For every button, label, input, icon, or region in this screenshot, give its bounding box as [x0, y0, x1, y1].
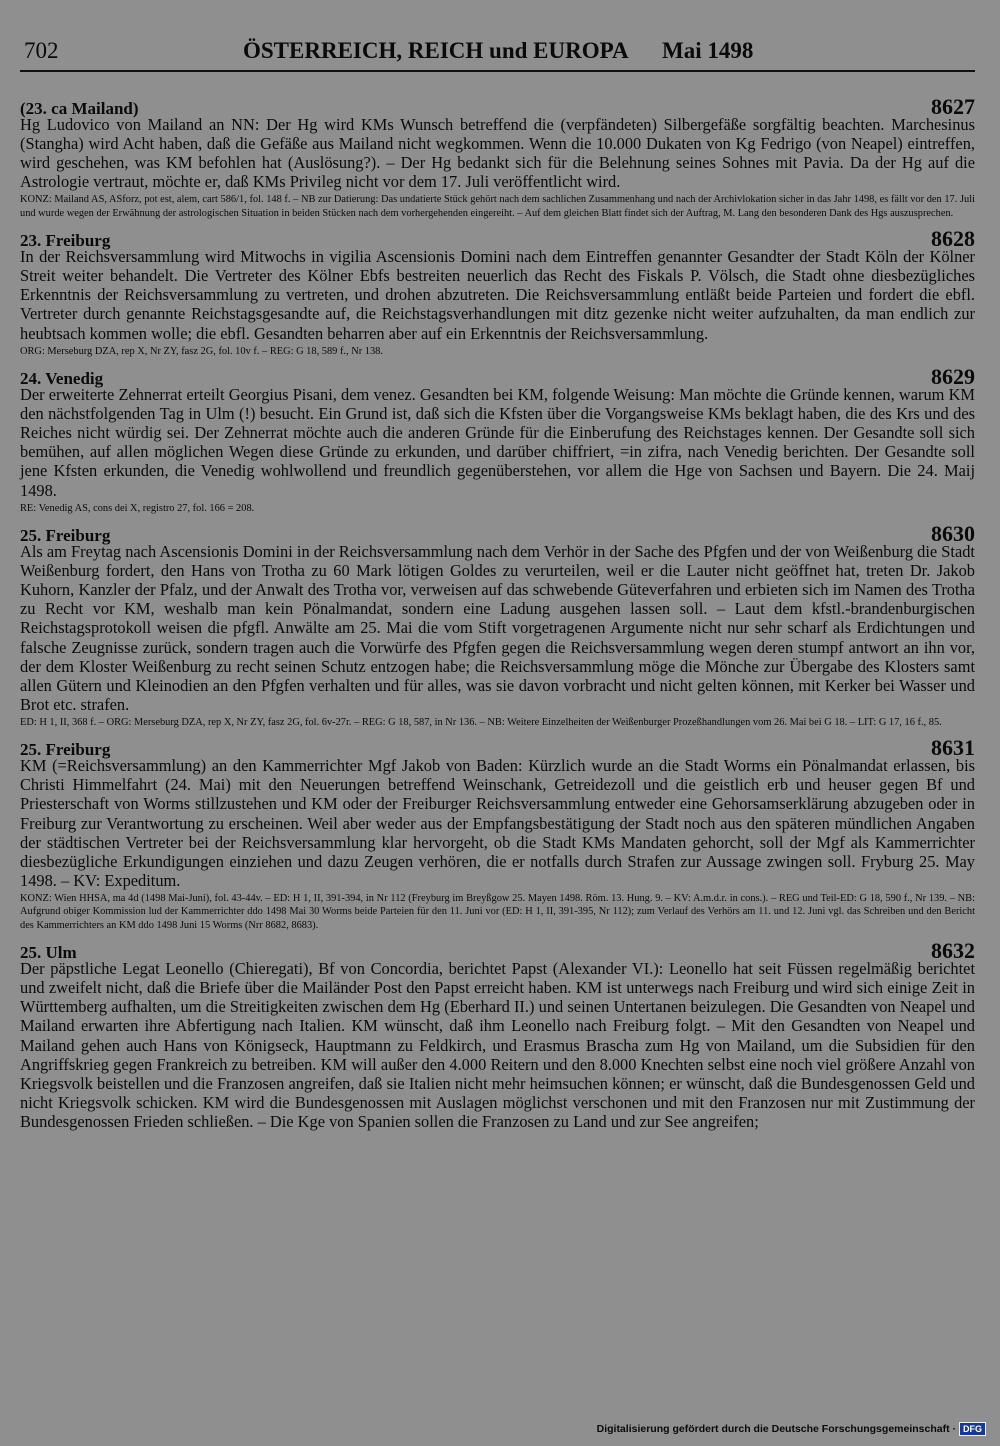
- entry-number: 8628: [931, 226, 975, 252]
- entry-number: 8632: [931, 938, 975, 964]
- entry-source-note: KONZ: Wien HHSA, ma 4d (1498 Mai-Juni), fol. 43-44v. – ED: H 1, II, 391-394, in Nr 112 (Freyburg im Breyßgow 25. Mayen 1498. Röm. 13. Hung. 9. – KV: A.m.d.r. in cons.). – REG und Teil-ED: G 18, 590 f., Nr 139. – NB: Aufgrund obiger Kommission lud der Kammerrichter ddo 1498 Mai 30 Worms beide Parteien für den 11. Juni vor (ED: H 1, II, 391-395, Nr 112); zum Verlauf des Verhörs am 11. und 12. Juni vgl. das Schreiben und den Bericht des Kammerrichters an KM ddo 1498 Juni 15 Worms (Nrr 8682, 8683).: [20, 892, 975, 931]
- entry-title: 25. Freiburg: [20, 526, 111, 546]
- entry-8627: [20, 94, 975, 220]
- entry-head: [20, 735, 975, 761]
- running-date: Mai 1498: [662, 38, 754, 63]
- entry-8628: [20, 226, 975, 358]
- running-title: ÖSTERREICH, REICH und EUROPA: [243, 38, 629, 63]
- header-rule: [20, 70, 975, 72]
- entry-text: KM (=Reichsversammlung) an den Kammerrichter Mgf Jakob von Baden: Kürzlich wurde an die Stadt Worms ein Pönalmandat erlassen, bis Christi Himmelfahrt (24. Mai) mit den Neuerungen betreffend Weinschank, Getreidezoll und die geistlich erb und heuser gegen Bf und Priesterschaft von Worms stillzustehen und KM oder der Freiburger Reichsversammlung entweder eine Gehorsamserklärung abzugeben oder in Freiburg zur Verantwortung zu erscheinen. Weil aber weder aus der Empfangsbestätigung der Stadt noch aus den späteren mündlichen Angaben der städtischen Vertreter bei der Reichsversammlung klar hervorgeht, ob die Stadt KMs Mandaten gehorcht, soll der Mgf als Kammerrichter diesbezügliche Erkundigungen einziehen und dazu Zeugen verhören, die er notfalls durch Strafen zur Aussage zwingen soll. Fryburg 25. May 1498. – KV: Expeditum.: [20, 756, 975, 890]
- entry-8630: [20, 521, 975, 729]
- entry-head: [20, 938, 975, 964]
- entry-number: 8631: [931, 735, 975, 761]
- page-header: [20, 38, 975, 68]
- entry-head: [20, 94, 975, 119]
- entry-text: In der Reichsversammlung wird Mitwochs in vigilia Ascensionis Domini nach dem Eintreffen genannter Gesandter der Stadt Köln der Kölner Streit weiter behandelt. Die Vertreter des Kölner Ebfs bestreiten neuerlich das Recht des Fiskals P. Völsch, die Stadt ohne diesbezügliches Erkenntnis der Reichsversammlung zu vertreten, und drohen abzutreten. Die Reichsversammlung entläßt beide Parteien und fordert die ebfl. Vertreter durch genannte Reichstagsgesandte auf, die Reichstagsverhandlungen mit ditz gezenke nicht weiter aufzuhalten, da man endlich zur heubtsach kommen wolle; die ebfl. Gesandten beharren aber auf ein Erkenntnis der Reichsversammlung.: [20, 247, 975, 343]
- entry-source-note: KONZ: Mailand AS, ASforz, pot est, alem, cart 586/1, fol. 148 f. – NB zur Datierung: Das undatierte Stück gehört nach dem sachlichen Zusammenhang und nach der Archivlokation sicher in das Jahr 1498, es fällt vor den 17. Juli und wurde wegen der Erwähnung der astrologischen Situation in beiden Stücken nach dem vorhergehenden eingereiht. – Auf dem gleichen Blatt findet sich der Auftrag, M. Lang den besonderen Dank des Hgs auszusprechen.: [20, 194, 975, 219]
- document-body: [20, 94, 975, 1133]
- entry-number: 8627: [931, 94, 975, 119]
- footer-text: Digitalisierung gefördert durch die Deutsche Forschungsgemeinschaft ·: [596, 1423, 956, 1435]
- entry-source-note: ORG: Merseburg DZA, rep X, Nr ZY, fasz 2G, fol. 10v f. – REG: G 18, 589 f., Nr 138.: [20, 345, 383, 357]
- entry-8631: [20, 735, 975, 932]
- entry-title: (23. ca Mailand): [20, 99, 139, 118]
- entry-number: 8629: [931, 364, 975, 390]
- entry-head: [20, 521, 975, 547]
- page-number: 702: [24, 38, 59, 63]
- entry-text: Der erweiterte Zehnerrat erteilt Georgius Pisani, dem venez. Gesandten bei KM, folgende Weisung: Man möchte die Gründe kennen, warum KM den nächstfolgenden Tag in Ulm (!) besucht. Ein Grund ist, daß sich die Kfsten über die Vorgangsweise KMs beklagt haben, die des Krs und des Reiches nicht würdig sei. Der Zehnerrat möchte auch die anderen Gründe für die Einberufung des Reichstages kennen. Der Gesandte soll sich bemühen, auf allen möglichen Wegen diese Gründe zu erkunden, und darüber chiffriert, =in zifra, nach Venedig berichten. Der Gesandte soll jene Kfsten erkunden, die Venedig wohlwollend und freundlich gegenüberstehen, vor allem die Hge von Sachsen und Bayern. Die 24. Maij 1498.: [20, 385, 975, 500]
- digitization-footer: [597, 1422, 986, 1436]
- entry-8632: [20, 938, 975, 1131]
- entry-8629: [20, 364, 975, 515]
- entry-text: Der päpstliche Legat Leonello (Chieregati), Bf von Concordia, berichtet Papst (Alexander VI.): Leonello hat seit Füssen regelmäßig berichtet und zweifelt nicht, daß die Briefe über die Mailänder Post den Papst erreicht haben. KM ist unterwegs nach Freiburg und wird sich einige Zeit in Württemberg aufhalten, um die Streitigkeiten zwischen dem Hg (Eberhard II.) und seinen Untertanen beizulegen. Die Gesandten von Neapel und Mailand erwarten ihre Abfertigung nach Italien. KM wünscht, daß ihm Leonello nach Freiburg folgt. – Mit den Gesandten von Neapel und Mailand gehen auch Hans von Königseck, Hauptmann zu Feldkirch, und Erasmus Brascha zum Hg von Mailand, um die Subsidien für den Angriffskrieg gegen Frankreich zu betreiben. KM will außer den 4.000 Reitern und den 8.000 Knechten selbst eine noch viel größere Anzahl von Kriegsvolk beistellen und die Franzosen angreifen, daß sie Italien nicht mehr heimsuchen können; er wünscht, daß die Bundesgenossen Geld und nicht Kriegsvolk schicken. KM wird die Bundesgenossen mit Auslagen möglichst verschonen und mit den Franzosen nur mit Zustimmung der Bundesgenossen Frieden schließen. – Die Kge von Spanien sollen die Franzosen zu Land und zur See angreifen;: [20, 959, 975, 1131]
- entry-source-note: ED: H 1, II, 368 f. – ORG: Merseburg DZA, rep X, Nr ZY, fasz 2G, fol. 6v-27r. – REG: G 18, 587, in Nr 136. – NB: Weitere Einzelheiten der Weißenburger Prozeßhandlungen vom 26. Mai bei G 18. – LIT: G 17, 16 f., 85.: [20, 716, 942, 728]
- dfg-logo-icon: DFG: [959, 1422, 986, 1436]
- entry-text: Hg Ludovico von Mailand an NN: Der Hg wird KMs Wunsch betreffend die (verpfändeten) Silbergefäße sorgfältig beachten. Marchesinus (Stangha) wird Acht haben, daß die Gefäße aus Mailand nicht wegkommen. Wenn die 10.000 Dukaten von Kg Fedrigo (von Neapel) eintreffen, wird geschehen, was KM befohlen hat (Auslösung?). – Der Hg bedankt sich für die Belehnung seines Sohnes mit Pavia. Da der Hg auf die Astrologie vertraut, möchte er, daß KMs Privileg nicht vor dem 17. Juli veröffentlicht wird.: [20, 115, 975, 192]
- entry-title: 25. Ulm: [20, 943, 77, 963]
- entry-title: 25. Freiburg: [20, 740, 111, 760]
- entry-title: 23. Freiburg: [20, 231, 111, 251]
- entry-source-note: RE: Venedig AS, cons dei X, registro 27, fol. 166 = 208.: [20, 502, 255, 514]
- entry-text: Als am Freytag nach Ascensionis Domini in der Reichsversammlung nach dem Verhör in der Sache des Pfgfen und der von Weißenburg die Stadt Weißenburg fordert, den Hans von Trotha zu 60 Mark lötigen Goldes zu verurteilen, weil er die Lauter nicht geöffnet hat, treten Dr. Jakob Kuhorn, Kanzler der Pfalz, und der Anwalt des Trotha vor, verweisen auf das schwebende Güteverfahren und erbieten sich im Namen des Trotha zu Recht vor KM, weshalb man kein Pönalmandat, sondern eine Ladung ausgehen lassen soll. – Laut dem kfstl.-brandenburgischen Reichstagsprotokoll weisen die pfgfl. Anwälte am 25. Mai die vom Stift vorgetragenen Argumente nicht nur sehr scharf als Erdichtungen und falsche Zeugnisse zurück, sondern tragen auch die Vorwürfe des Pfgfen gegen die Reichsversammlung wegen deren stumpf antwort an ihn vor, der dem Kloster Weißenburg zu recht seinen Schutz entzogen habe; die Reichsversammlung möge die Mönche zur Übergabe des Klosters samt allen Gütern und Kleinodien an den Pfgfen verhalten und für alles, was sie davon vorbracht und nicht gelten können, mit Kerker bei Wasser und Brot etc. strafen.: [20, 542, 975, 714]
- entry-head: [20, 364, 975, 390]
- entry-number: 8630: [931, 521, 975, 547]
- entry-title: 24. Venedig: [20, 369, 104, 389]
- entry-head: [20, 226, 975, 252]
